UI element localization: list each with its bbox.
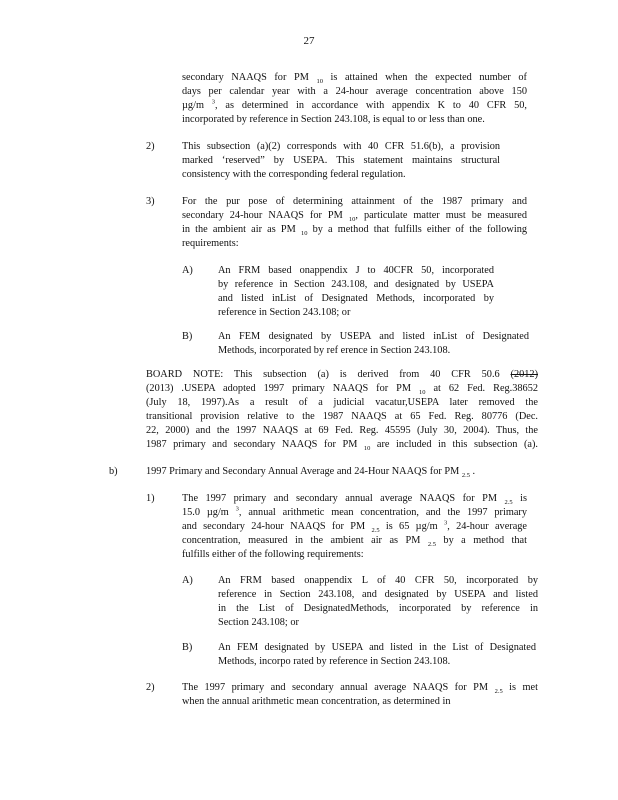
section-b-item-1-b-label: B)	[182, 642, 193, 653]
text-line: secondary NAAQS for PM $_{10}$ is attained when the expected number of	[182, 72, 527, 86]
text-line: secondary 24-hour NAAQS for PM $_{10}$, particulate matter must be measured	[182, 209, 527, 223]
text-line: consistency with the corresponding federal regulation.	[182, 168, 406, 180]
item-3-b-paragraph	[218, 330, 529, 358]
section-b-label: b)	[109, 466, 118, 477]
text-line: incorporated by reference in Section 243.108, is equal to or less than one.	[182, 113, 485, 125]
section-b-item-1-b-paragraph	[218, 641, 536, 669]
text-line: µg/m $^3$, as determined in accordance with appendix K to 40 CFR 50,	[182, 98, 527, 111]
text-line: in the ambient air as PM $_{10}$ by a method that fulfills either of the following	[182, 223, 527, 237]
item-2-label: 2)	[146, 141, 155, 152]
text-line: days per calendar year with a 24-hour average concentration above 150	[182, 85, 527, 97]
text-line: Methods, incorpo rated by reference in Section 243.108.	[218, 655, 451, 667]
text-line: 1987 primary and secondary NAAQS for PM $_{10}$ are included in this subsection (a).	[146, 438, 538, 452]
text-line: transitional provision relative to the 1987 NAAQS at 65 Fed. Reg. 80776 (Dec.	[146, 410, 538, 422]
text-line: requirements:	[182, 237, 239, 249]
item-2-paragraph	[182, 140, 500, 182]
text-line: BOARD NOTE: This subsection (a) is derived from 40 CFR 50.6 (2012)	[146, 369, 538, 380]
text-line: fulfills either of the following requirements:	[182, 548, 364, 560]
text-line: and secondary 24-hour NAAQS for PM $_{2.5}$ is 65 µg/m $^3$, 24-hour average	[182, 519, 527, 534]
text-line: An FEM designated by USEPA and listed in the List of Designated	[218, 642, 536, 653]
section-b-item-2-label: 2)	[146, 682, 155, 693]
text-line: by reference in Section 243.108, and designated by USEPA	[218, 278, 494, 290]
text-line: 15.0 µg/m $^3$, annual arithmetic mean concentration, and the 1997 primary	[182, 505, 527, 518]
text-line: An FRM based onappendix J to 40CFR 50, incorporated	[218, 265, 494, 276]
text-line: Methods, incorporated by ref erence in Section 243.108.	[218, 344, 451, 356]
text-line: The 1997 primary and secondary annual average NAAQS for PM $_{2.5}$ is	[182, 493, 527, 507]
page-number: 27	[303, 35, 315, 47]
intro-paragraph	[182, 71, 527, 127]
section-b-item-1-paragraph	[182, 492, 527, 562]
item-3-label: 3)	[146, 196, 155, 207]
section-b-heading: 1997 Primary and Secondary Annual Average and 24-Hour NAAQS for PM $_{2.5}$ .	[146, 466, 476, 480]
section-b-item-1-a-paragraph	[218, 574, 538, 630]
item-3-a-paragraph	[218, 264, 494, 320]
text-line: Section 243.108; or	[218, 616, 299, 628]
text-line: 22, 2000) and the 1997 NAAQS at 69 Fed. Reg. 45595 (July 30, 2004). Thus, the	[146, 424, 538, 436]
text-line: An FEM designated by USEPA and listed inList of Designated	[218, 331, 529, 342]
text-line: The 1997 primary and secondary annual average NAAQS for PM $_{2.5}$ is met	[182, 682, 538, 696]
text-line: reference in Section 243.108; or	[218, 306, 351, 318]
text-line: and listed inList of Designated Methods, incorporated by	[218, 292, 494, 304]
item-3-b-label: B)	[182, 331, 193, 342]
section-b-item-2-paragraph	[182, 681, 538, 709]
text-line: when the annual arithmetic mean concentration, as determined in	[182, 695, 451, 707]
text-line: An FRM based onappendix L of 40 CFR 50, incorporated by	[218, 575, 538, 586]
text-line: reference in Section 243.108, and designated by USEPA and listed	[218, 588, 538, 600]
text-line: (July 18, 1997).As a result of a judicial vacatur,USEPA later removed the	[146, 396, 538, 408]
section-b-item-1-label: 1)	[146, 493, 155, 504]
text-line: in the List of DesignatedMethods, incorporated by reference in	[218, 602, 538, 614]
text-line: (2013) .USEPA adopted 1997 primary NAAQS for PM $_{10}$ at 62 Fed. Reg.38652	[146, 382, 538, 396]
item-3-a-label: A)	[182, 265, 193, 276]
item-3-paragraph	[182, 195, 527, 251]
text-line: For the pur pose of determining attainment of the 1987 primary and	[182, 196, 527, 207]
section-b-item-1-a-label: A)	[182, 575, 193, 586]
text-line: marked ‘reserved” by USEPA. This statement maintains structural	[182, 154, 500, 166]
text-line: concentration, measured in the ambient air as PM $_{2.5}$ by a method that	[182, 534, 527, 548]
board-note	[146, 368, 538, 451]
text-line: This subsection (a)(2) corresponds with 40 CFR 51.6(b), a provision	[182, 141, 500, 152]
